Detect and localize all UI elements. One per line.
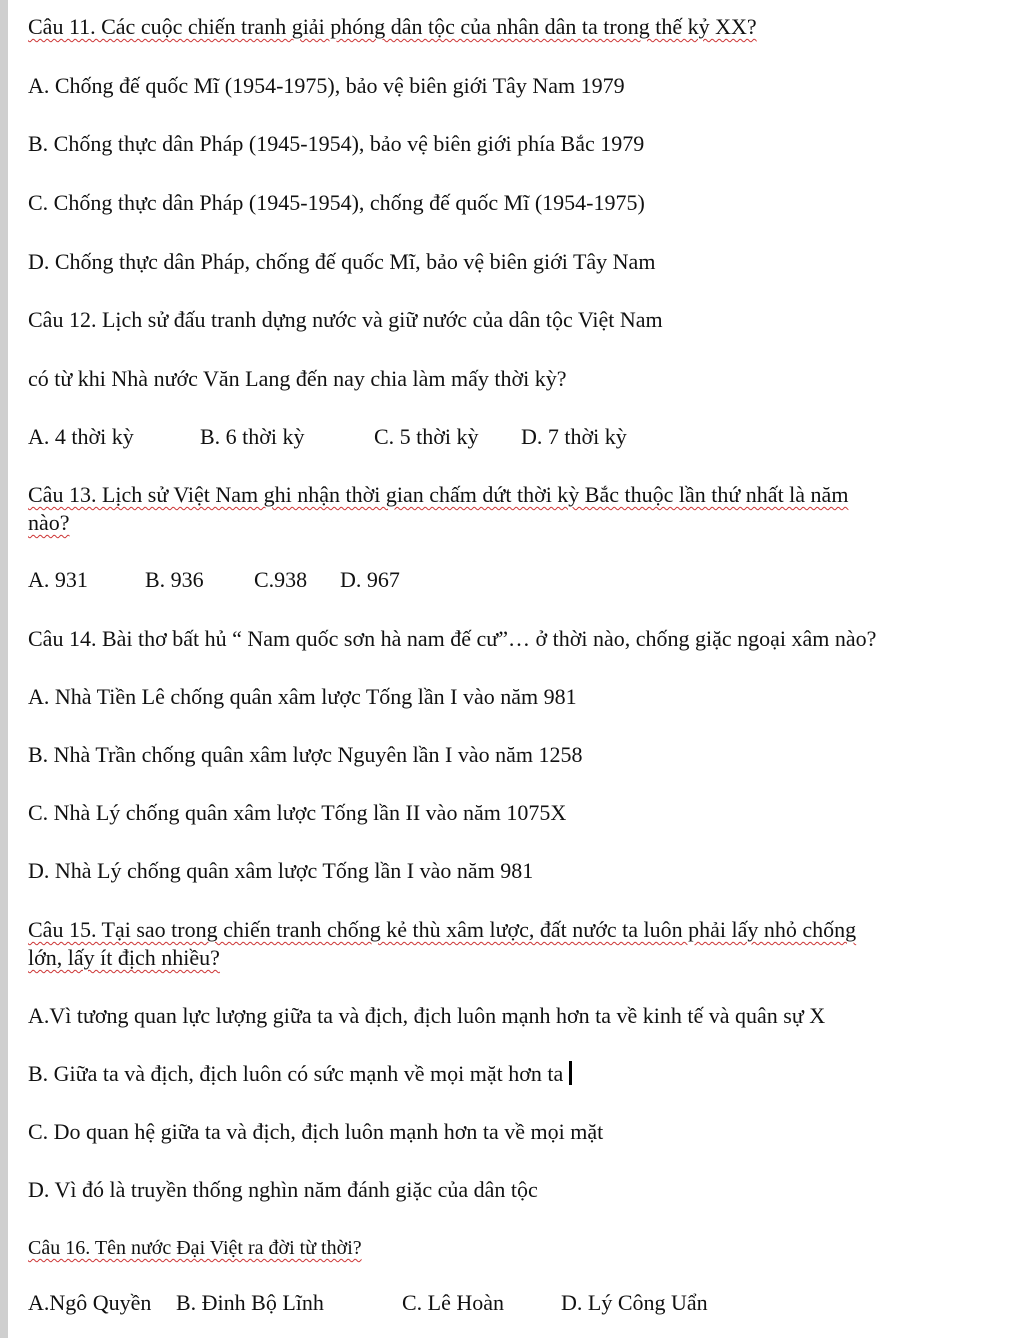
- q16-option-c: C. Lê Hoàn: [402, 1290, 505, 1315]
- q13-option-c: C.938: [254, 567, 308, 592]
- q12-option-d: D. 7 thời kỳ: [521, 424, 627, 449]
- q13-option-b: B. 936: [145, 567, 204, 592]
- text-cursor: [569, 1061, 572, 1085]
- q15-option-b: [28, 1061, 572, 1087]
- q16-option-b: B. Đinh Bộ Lĩnh: [176, 1290, 324, 1315]
- q13-option-a: A. 931: [28, 567, 88, 592]
- q14-option-c: C. Nhà Lý chống quân xâm lược Tống lần II vào năm 1075X: [28, 800, 567, 825]
- q16-option-a: A.Ngô Quyền: [28, 1290, 152, 1315]
- q13-option-d: D. 967: [340, 567, 400, 592]
- q14-question: Câu 14. Bài thơ bất hủ “ Nam quốc sơn hà nam đế cư”… ở thời nào, chống giặc ngoại xâm nào?: [28, 626, 877, 651]
- q15-option-a: A.Vì tương quan lực lượng giữa ta và địch, địch luôn mạnh hơn ta về kinh tế và quân sự X: [28, 1003, 826, 1028]
- q12-question-line1: Câu 12. Lịch sử đấu tranh dựng nước và giữ nước của dân tộc Việt Nam: [28, 307, 663, 332]
- q12-option-a: A. 4 thời kỳ: [28, 424, 134, 449]
- q14-option-d: D. Nhà Lý chống quân xâm lược Tống lần I vào năm 981: [28, 858, 534, 883]
- q15-option-d: D. Vì đó là truyền thống nghìn năm đánh giặc của dân tộc: [28, 1177, 538, 1202]
- q16-option-d: D. Lý Công Uẩn: [561, 1290, 708, 1315]
- q15-question-line2: lớn, lấy ít địch nhiều?: [28, 945, 220, 970]
- q15-question-line1: Câu 15. Tại sao trong chiến tranh chống kẻ thù xâm lược, đất nước ta luôn phải lấy nhỏ chống: [28, 917, 857, 942]
- q16-question: Câu 16. Tên nước Đại Việt ra đời từ thời?: [28, 1237, 362, 1259]
- q12-question-line2: có từ khi Nhà nước Văn Lang đến nay chia làm mấy thời kỳ?: [28, 366, 567, 391]
- q12-option-b: B. 6 thời kỳ: [200, 424, 305, 449]
- q12-option-c: C. 5 thời kỳ: [374, 424, 479, 449]
- q11-question: Câu 11. Các cuộc chiến tranh giải phóng dân tộc của nhân dân ta trong thế kỷ XX?: [28, 14, 757, 39]
- q13-question-line2: nào?: [28, 510, 70, 535]
- q11-option-b: B. Chống thực dân Pháp (1945-1954), bảo vệ biên giới phía Bắc 1979: [28, 131, 645, 156]
- q15-option-b-text: B. Giữa ta và địch, địch luôn có sức mạnh về mọi mặt hơn ta: [28, 1061, 564, 1086]
- q11-option-d: D. Chống thực dân Pháp, chống đế quốc Mĩ, bảo vệ biên giới Tây Nam: [28, 249, 656, 274]
- q11-option-c: C. Chống thực dân Pháp (1945-1954), chống đế quốc Mĩ (1954-1975): [28, 190, 645, 215]
- q13-question-line1: Câu 13. Lịch sử Việt Nam ghi nhận thời gian chấm dứt thời kỳ Bắc thuộc lần thứ nhất là năm: [28, 482, 849, 507]
- q15-option-c: C. Do quan hệ giữa ta và địch, địch luôn mạnh hơn ta về mọi mặt: [28, 1119, 604, 1144]
- q14-option-b: B. Nhà Trần chống quân xâm lược Nguyên lần I vào năm 1258: [28, 742, 583, 767]
- q11-option-a: A. Chống đế quốc Mĩ (1954-1975), bảo vệ biên giới Tây Nam 1979: [28, 73, 625, 98]
- q14-option-a: A. Nhà Tiền Lê chống quân xâm lược Tống lần I vào năm 981: [28, 684, 577, 709]
- page-edge-shadow: [0, 0, 8, 1338]
